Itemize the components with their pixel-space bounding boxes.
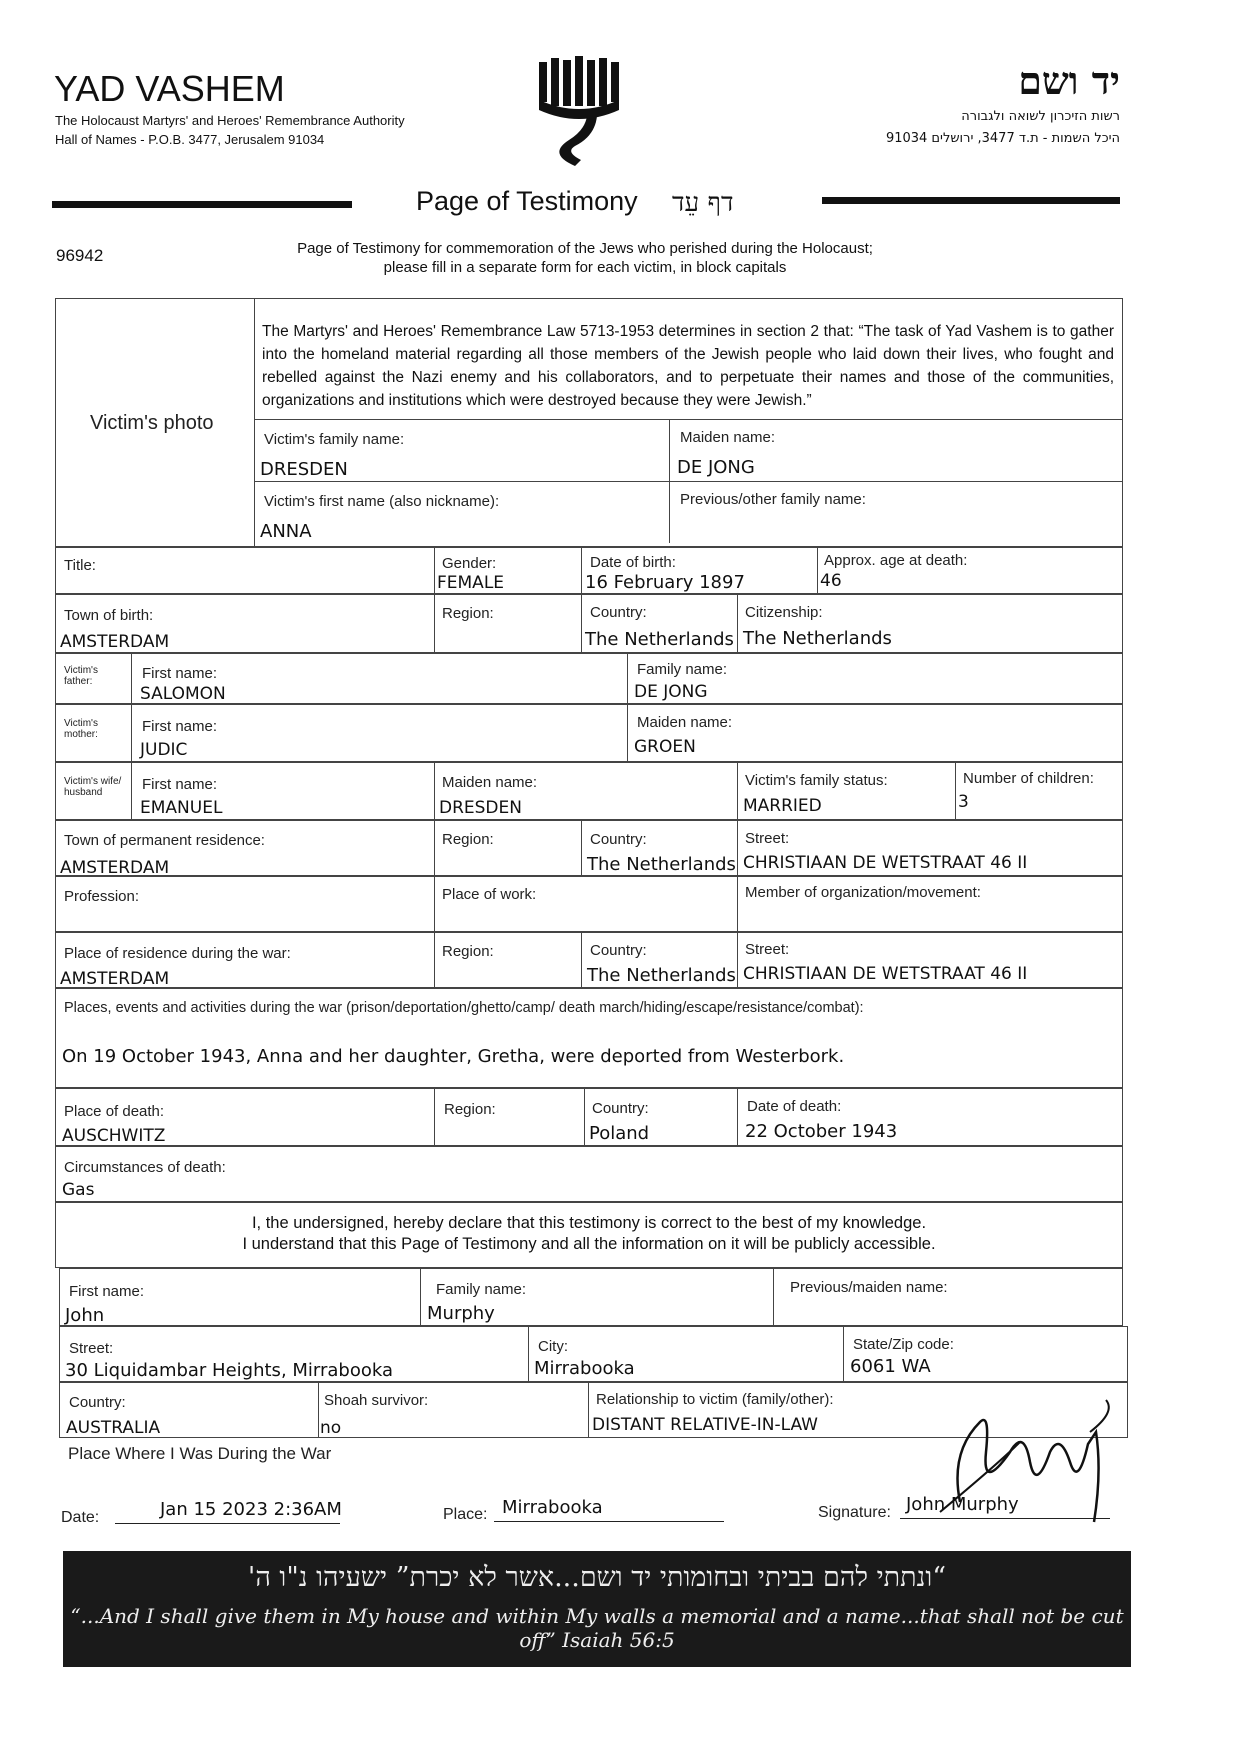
intro-line-1: Page of Testimony for commemoration of the Jews who perished during the Holocaust; — [297, 240, 873, 257]
submitter-state-value[interactable]: 6061 WA — [850, 1356, 931, 1377]
place-of-work-label: Place of work: — [442, 886, 537, 903]
first-name-value[interactable]: ANNA — [260, 521, 312, 542]
signature-name[interactable]: John Murphy — [906, 1494, 1019, 1515]
relationship-value[interactable]: DISTANT RELATIVE-IN-LAW — [592, 1415, 818, 1435]
submitter-city-label: City: — [538, 1338, 568, 1355]
spouse-first-name-value[interactable]: EMANUEL — [140, 798, 223, 818]
signature-scribble — [920, 1392, 1120, 1532]
submitter-first-name-label: First name: — [69, 1283, 145, 1300]
mother-maiden-name-label: Maiden name: — [637, 714, 733, 731]
events-label: Places, events and activities during the war (prison/deportation/ghetto/camp/ death march/hiding/escape/resistance/combat): — [64, 1000, 864, 1016]
death-country-value[interactable]: Poland — [589, 1123, 650, 1144]
mother-first-name-label: First name: — [142, 718, 218, 735]
father-first-name-label: First name: — [142, 665, 218, 682]
submitter-previous-name-label: Previous/maiden name: — [790, 1279, 948, 1296]
banner-english-verse: “...And I shall give them in My house and within My walls a memorial and a name...that shall not be cut off” Isaiah 56:5 — [70, 1604, 1124, 1652]
mother-first-name-value[interactable]: JUDIC — [140, 740, 188, 760]
banner-hebrew-verse: “ונתתי להם בביתי ובחומותי יד ושם...אשר לא יכרת” ישעיהו נ"ו ה' — [247, 1562, 947, 1593]
residence-street-value[interactable]: CHRISTIAAN DE WETSTRAAT 46 II — [743, 853, 1028, 873]
profession-label: Profession: — [64, 888, 140, 905]
death-date-value[interactable]: 22 October 1943 — [745, 1121, 898, 1142]
war-place-label: Place Where I Was During the War — [68, 1444, 332, 1463]
place-label: Place: — [443, 1506, 488, 1523]
death-country-label: Country: — [592, 1100, 649, 1117]
hebrew-org-name: יד ושם — [1018, 58, 1120, 103]
spouse-maiden-name-label: Maiden name: — [442, 774, 538, 791]
mother-side-label: Victim's mother: — [64, 718, 98, 740]
family-name-label: Victim's family name: — [264, 431, 405, 448]
father-family-name-value[interactable]: DE JONG — [634, 682, 708, 702]
signature-label: Signature: — [818, 1504, 891, 1521]
death-place-value[interactable]: AUSCHWITZ — [62, 1126, 166, 1146]
citizenship-label: Citizenship: — [745, 604, 823, 621]
gender-value[interactable]: FEMALE — [437, 573, 505, 593]
residence-town-value[interactable]: AMSTERDAM — [60, 858, 170, 878]
father-family-name-label: Family name: — [637, 661, 728, 678]
submitter-country-value[interactable]: AUSTRALIA — [66, 1418, 161, 1438]
death-date-label: Date of death: — [747, 1098, 842, 1115]
victim-photo-label: Victim's photo — [90, 412, 214, 434]
org-subtitle-1: The Holocaust Martyrs' and Heroes' Remembrance Authority — [55, 113, 405, 128]
citizenship-value[interactable]: The Netherlands — [743, 628, 892, 649]
father-side-label: Victim's father: — [64, 665, 98, 687]
submitter-city-value[interactable]: Mirrabooka — [534, 1358, 635, 1379]
residence-country-value[interactable]: The Netherlands — [587, 854, 736, 875]
maiden-name-label: Maiden name: — [680, 429, 776, 446]
org-name: YAD VASHEM — [54, 68, 285, 109]
residence-street-label: Street: — [745, 830, 790, 847]
date-value[interactable]: Jan 15 2023 2:36AM — [160, 1499, 342, 1520]
spouse-first-name-label: First name: — [142, 776, 218, 793]
submitter-state-label: State/Zip code: — [853, 1336, 954, 1353]
form-number: 96942 — [56, 246, 104, 265]
residence-region-label: Region: — [442, 831, 494, 848]
place-value[interactable]: Mirrabooka — [502, 1497, 603, 1518]
intro-line-2: please fill in a separate form for each victim, in block capitals — [383, 259, 787, 276]
age-label: Approx. age at death: — [824, 552, 968, 569]
birth-region-label: Region: — [442, 605, 494, 622]
first-name-label: Victim's first name (also nickname): — [264, 493, 500, 510]
submitter-street-label: Street: — [69, 1340, 114, 1357]
law-text: The Martyrs' and Heroes' Remembrance Law 5713-1953 determines in section 2 that: “The task of Yad Vashem is to gather into the homeland material regarding all those members of the Jewish people who laid down their lives, who fought and rebelled against the Nazi enemy and his collaborators, and to perpetuate their names and those of the communities, organizations and institutions which were destroyed because they were Jewish.” — [262, 323, 1114, 409]
circumstances-label: Circumstances of death: — [64, 1159, 226, 1176]
title-label: Title: — [64, 557, 96, 574]
spouse-side-label: Victim's wife/ husband — [64, 776, 122, 798]
father-first-name-value[interactable]: SALOMON — [140, 684, 226, 704]
shoah-survivor-label: Shoah survivor: — [324, 1392, 429, 1409]
war-street-value[interactable]: CHRISTIAAN DE WETSTRAAT 46 II — [743, 964, 1028, 984]
shoah-survivor-value[interactable]: no — [320, 1418, 342, 1438]
hebrew-subtitle-1: רשות הזיכרון לשואה ולגבורה — [961, 109, 1120, 124]
birth-country-label: Country: — [590, 604, 647, 621]
war-residence-label: Place of residence during the war: — [64, 945, 291, 962]
submitter-family-name-label: Family name: — [436, 1281, 527, 1298]
previous-family-name-label: Previous/other family name: — [680, 491, 866, 508]
org-subtitle-2: Hall of Names - P.O.B. 3477, Jerusalem 91034 — [55, 132, 325, 147]
death-region-label: Region: — [444, 1101, 496, 1118]
war-residence-town-value[interactable]: AMSTERDAM — [60, 969, 170, 989]
war-street-label: Street: — [745, 941, 790, 958]
dob-label: Date of birth: — [590, 554, 676, 571]
declaration-line-2: I understand that this Page of Testimony and all the information on it will be publicly accessible. — [242, 1235, 936, 1253]
war-region-label: Region: — [442, 943, 494, 960]
children-value[interactable]: 3 — [958, 792, 969, 812]
gender-label: Gender: — [442, 555, 497, 572]
family-status-label: Victim's family status: — [745, 772, 888, 789]
date-label: Date: — [61, 1509, 100, 1526]
family-status-value[interactable]: MARRIED — [743, 796, 822, 816]
page-title-hebrew: דף עֵד — [672, 188, 734, 218]
submitter-country-label: Country: — [69, 1394, 126, 1411]
submitter-street-value[interactable]: 30 Liquidambar Heights, Mirrabooka — [65, 1360, 394, 1381]
children-label: Number of children: — [963, 770, 1094, 787]
header-rule-left — [52, 201, 352, 208]
hebrew-subtitle-2: היכל השמות - ת.ד 3477, ירושלים 91034 — [885, 131, 1120, 146]
circumstances-value[interactable]: Gas — [62, 1180, 95, 1200]
residence-town-label: Town of permanent residence: — [64, 832, 265, 849]
dob-value[interactable]: 16 February 1897 — [585, 572, 745, 593]
maiden-name-value[interactable]: DE JONG — [677, 457, 755, 478]
birth-country-value[interactable]: The Netherlands — [585, 629, 734, 650]
events-text[interactable]: On 19 October 1943, Anna and her daughter, Gretha, were deported from Westerbork. — [62, 1046, 845, 1067]
family-name-value[interactable]: DRESDEN — [260, 459, 348, 480]
declaration-line-1: I, the undersigned, hereby declare that this testimony is correct to the best of my knowledge. — [251, 1214, 927, 1232]
war-country-label: Country: — [590, 942, 647, 959]
menorah-logo — [535, 56, 625, 168]
header-rule-right — [822, 197, 1120, 204]
town-of-birth-label: Town of birth: — [64, 607, 154, 624]
residence-country-label: Country: — [590, 831, 647, 848]
town-of-birth-value[interactable]: AMSTERDAM — [60, 632, 170, 652]
submitter-first-name-value[interactable]: John — [65, 1305, 105, 1326]
age-value[interactable]: 46 — [820, 571, 842, 591]
death-place-label: Place of death: — [64, 1103, 165, 1120]
page-title: Page of Testimony — [416, 186, 638, 216]
mother-maiden-name-value[interactable]: GROEN — [634, 737, 696, 757]
war-country-value[interactable]: The Netherlands — [587, 965, 736, 986]
organization-label: Member of organization/movement: — [745, 884, 981, 901]
submitter-family-name-value[interactable]: Murphy — [427, 1303, 495, 1324]
relationship-label: Relationship to victim (family/other): — [596, 1391, 834, 1408]
spouse-maiden-name-value[interactable]: DRESDEN — [439, 798, 522, 818]
